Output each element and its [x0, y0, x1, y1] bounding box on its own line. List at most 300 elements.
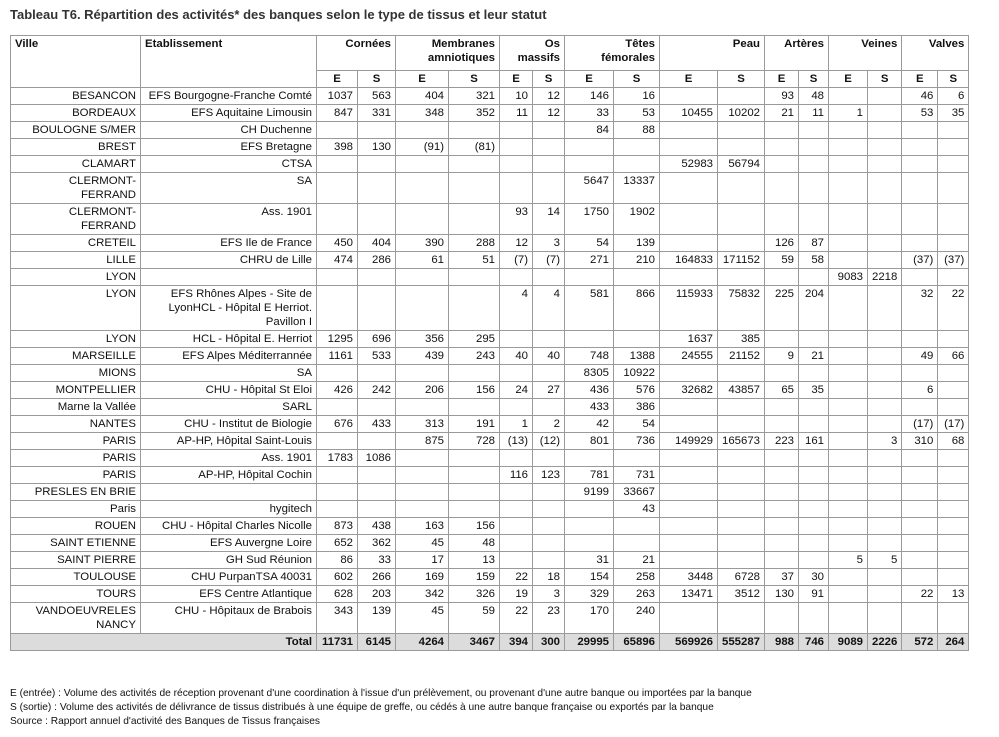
- total-row: [11, 634, 969, 651]
- cell-value: 21152: [718, 348, 765, 365]
- cell-ville: BESANCON: [11, 88, 141, 105]
- cell-value: 163: [396, 518, 449, 535]
- cell-etablissement: GH Sud Réunion: [141, 552, 317, 569]
- cell-value: 563: [358, 88, 396, 105]
- cell-value: 438: [358, 518, 396, 535]
- cell-value: [829, 450, 868, 467]
- cell-value: 93: [500, 204, 533, 235]
- cell-value: 33667: [614, 484, 660, 501]
- cell-value: [660, 139, 718, 156]
- cell-value: [902, 535, 938, 552]
- cell-value: 329: [565, 586, 614, 603]
- cell-value: [829, 518, 868, 535]
- cell-value: [829, 535, 868, 552]
- cell-value: [829, 348, 868, 365]
- cell-value: [938, 399, 969, 416]
- cell-value: [799, 484, 829, 501]
- cell-value: 154: [565, 569, 614, 586]
- cell-value: [565, 535, 614, 552]
- cell-value: 171152: [718, 252, 765, 269]
- cell-value: 22: [938, 286, 969, 331]
- total-label: Total: [11, 634, 317, 651]
- cell-ville: SAINT PIERRE: [11, 552, 141, 569]
- cell-value: 88: [614, 122, 660, 139]
- cell-value: 43: [614, 501, 660, 518]
- cell-value: [829, 139, 868, 156]
- col-header-line: Membranes: [431, 38, 495, 50]
- cell-value: 23: [533, 603, 565, 634]
- cell-value: [614, 331, 660, 348]
- cell-value: [396, 365, 449, 382]
- cell-value: 139: [358, 603, 396, 634]
- cell-value: [660, 173, 718, 204]
- cell-value: [533, 139, 565, 156]
- col-header-e: E: [565, 71, 614, 88]
- cell-value: [449, 204, 500, 235]
- cell-value: 203: [358, 586, 396, 603]
- col-header-line: Os: [544, 38, 560, 50]
- cell-ville: TOULOUSE: [11, 569, 141, 586]
- cell-value: [902, 269, 938, 286]
- cell-value: [449, 269, 500, 286]
- cell-value: (17): [938, 416, 969, 433]
- cell-value: 46: [902, 88, 938, 105]
- cell-value: [902, 399, 938, 416]
- cell-value: [799, 331, 829, 348]
- cell-value: 33: [358, 552, 396, 569]
- cell-value: 11: [500, 105, 533, 122]
- cell-value: 3: [533, 235, 565, 252]
- cell-value: [660, 467, 718, 484]
- cell-value: 736: [614, 433, 660, 450]
- cell-value: 204: [799, 286, 829, 331]
- col-header-e: E: [500, 71, 533, 88]
- cell-value: [500, 450, 533, 467]
- cell-value: 3448: [660, 569, 718, 586]
- cell-value: 240: [614, 603, 660, 634]
- cell-value: 362: [358, 535, 396, 552]
- cell-etablissement: EFS Alpes Méditerrannée: [141, 348, 317, 365]
- cell-value: [718, 484, 765, 501]
- cell-value: 4: [533, 286, 565, 331]
- cell-value: 223: [765, 433, 799, 450]
- cell-value: [829, 416, 868, 433]
- footnote-sortie: S (sortie) : Volume des activités de délivrance de tissus distribués à une équipe de greffe, ou cédés à une autre banque française ou exportés par la banque: [10, 702, 714, 713]
- cell-ville: PARIS: [11, 433, 141, 450]
- cell-value: [614, 518, 660, 535]
- cell-value: [799, 173, 829, 204]
- cell-value: [765, 484, 799, 501]
- cell-value: 4: [500, 286, 533, 331]
- cell-ville: SAINT ETIENNE: [11, 535, 141, 552]
- cell-value: [829, 586, 868, 603]
- cell-value: [938, 450, 969, 467]
- cell-value: [449, 365, 500, 382]
- cell-value: 581: [565, 286, 614, 331]
- cell-value: [533, 156, 565, 173]
- cell-value: [829, 467, 868, 484]
- cell-value: [938, 173, 969, 204]
- cell-value: [829, 286, 868, 331]
- cell-value: [938, 139, 969, 156]
- cell-ville: ROUEN: [11, 518, 141, 535]
- cell-value: [765, 269, 799, 286]
- cell-etablissement: SARL: [141, 399, 317, 416]
- total-cell: 4264: [396, 634, 449, 651]
- cell-value: 433: [358, 416, 396, 433]
- cell-value: [938, 331, 969, 348]
- cell-value: (17): [902, 416, 938, 433]
- cell-value: 875: [396, 433, 449, 450]
- cell-value: [500, 518, 533, 535]
- cell-value: 728: [449, 433, 500, 450]
- cell-value: [799, 450, 829, 467]
- col-header-e: E: [396, 71, 449, 88]
- cell-value: 343: [317, 603, 358, 634]
- col-header-os: [500, 36, 565, 71]
- cell-ville: BORDEAUX: [11, 105, 141, 122]
- cell-value: 9199: [565, 484, 614, 501]
- cell-value: 17: [396, 552, 449, 569]
- cell-value: [718, 399, 765, 416]
- cell-value: [718, 139, 765, 156]
- cell-value: 35: [938, 105, 969, 122]
- cell-value: [718, 603, 765, 634]
- cell-etablissement: EFS Auvergne Loire: [141, 535, 317, 552]
- cell-value: [829, 252, 868, 269]
- cell-ville: Marne la Vallée: [11, 399, 141, 416]
- total-cell: 9089: [829, 634, 868, 651]
- col-header-arteres: [765, 36, 829, 71]
- cell-value: [660, 204, 718, 235]
- cell-value: [799, 416, 829, 433]
- cell-value: 24: [500, 382, 533, 399]
- cell-etablissement: CH Duchenne: [141, 122, 317, 139]
- cell-value: [565, 331, 614, 348]
- col-header-s: S: [358, 71, 396, 88]
- cell-value: 385: [718, 331, 765, 348]
- cell-value: [868, 382, 902, 399]
- cell-value: 5: [829, 552, 868, 569]
- table-row: [11, 535, 969, 552]
- col-header-tetes: [565, 36, 660, 71]
- cell-value: 93: [765, 88, 799, 105]
- cell-value: [868, 156, 902, 173]
- table-row: [11, 552, 969, 569]
- cell-value: [765, 139, 799, 156]
- table-row: [11, 286, 969, 331]
- cell-etablissement: Ass. 1901: [141, 450, 317, 467]
- cell-value: [718, 535, 765, 552]
- cell-value: [829, 122, 868, 139]
- cell-value: 149929: [660, 433, 718, 450]
- cell-value: 3: [868, 433, 902, 450]
- col-header-e: E: [765, 71, 799, 88]
- cell-value: [799, 122, 829, 139]
- col-header-line: amniotiques: [427, 52, 495, 64]
- cell-value: 847: [317, 105, 358, 122]
- cell-ville: LYON: [11, 286, 141, 331]
- cell-value: [358, 501, 396, 518]
- cell-value: 115933: [660, 286, 718, 331]
- cell-value: [533, 122, 565, 139]
- cell-value: 53: [902, 105, 938, 122]
- cell-value: [938, 467, 969, 484]
- cell-ville: CLERMONT-FERRAND: [11, 173, 141, 204]
- table-row: [11, 235, 969, 252]
- cell-value: [500, 331, 533, 348]
- cell-value: 1: [500, 416, 533, 433]
- cell-etablissement: SA: [141, 365, 317, 382]
- cell-value: [317, 122, 358, 139]
- cell-ville: CLERMONT-FERRAND: [11, 204, 141, 235]
- cell-value: 9083: [829, 269, 868, 286]
- cell-value: [868, 139, 902, 156]
- table-title: Tableau T6. Répartition des activités* des banques selon le type de tissus et leur statut: [10, 7, 547, 22]
- cell-value: 37: [765, 569, 799, 586]
- col-header-s: S: [449, 71, 500, 88]
- cell-value: 266: [358, 569, 396, 586]
- cell-value: [902, 484, 938, 501]
- cell-value: [868, 501, 902, 518]
- cell-value: [799, 365, 829, 382]
- table-row: [11, 586, 969, 603]
- cell-value: [868, 235, 902, 252]
- cell-value: 474: [317, 252, 358, 269]
- col-header-line: Veines: [861, 38, 898, 50]
- table-row: [11, 173, 969, 204]
- cell-value: [765, 535, 799, 552]
- cell-value: 3: [533, 586, 565, 603]
- cell-value: 206: [396, 382, 449, 399]
- cell-value: 16: [614, 88, 660, 105]
- cell-value: 652: [317, 535, 358, 552]
- cell-value: 27: [533, 382, 565, 399]
- table-row: [11, 450, 969, 467]
- cell-value: [533, 484, 565, 501]
- cell-value: 6728: [718, 569, 765, 586]
- cell-value: [358, 269, 396, 286]
- cell-etablissement: AP-HP, Hôpital Cochin: [141, 467, 317, 484]
- cell-value: [500, 399, 533, 416]
- cell-value: 191: [449, 416, 500, 433]
- table-row: [11, 139, 969, 156]
- cell-value: [500, 173, 533, 204]
- cell-value: 33: [565, 105, 614, 122]
- cell-value: 1902: [614, 204, 660, 235]
- cell-etablissement: HCL - Hôpital E. Herriot: [141, 331, 317, 348]
- cell-value: 356: [396, 331, 449, 348]
- cell-value: 3512: [718, 586, 765, 603]
- cell-etablissement: EFS Bretagne: [141, 139, 317, 156]
- col-header-cornees: [317, 36, 396, 71]
- cell-ville: BOULOGNE S/MER: [11, 122, 141, 139]
- footnote-source: Source : Rapport annuel d'activité des Banques de Tissus françaises: [10, 716, 321, 727]
- cell-value: [396, 173, 449, 204]
- cell-etablissement: CHU - Hôpital Charles Nicolle: [141, 518, 317, 535]
- footnote-entree: E (entrée) : Volume des activités de réception provenant d'une coordination à l'issue d'un prélèvement, ou provenant d'une autre banque ou importées par la banque: [10, 688, 752, 699]
- cell-value: 748: [565, 348, 614, 365]
- cell-value: 390: [396, 235, 449, 252]
- cell-value: 21: [765, 105, 799, 122]
- cell-value: 8305: [565, 365, 614, 382]
- cell-value: 169: [396, 569, 449, 586]
- cell-value: [317, 269, 358, 286]
- cell-value: 426: [317, 382, 358, 399]
- table-row: [11, 569, 969, 586]
- cell-value: [799, 518, 829, 535]
- cell-value: [799, 501, 829, 518]
- cell-value: [533, 518, 565, 535]
- cell-value: [829, 501, 868, 518]
- cell-value: [449, 484, 500, 501]
- cell-value: [868, 348, 902, 365]
- cell-value: (12): [533, 433, 565, 450]
- cell-value: (13): [500, 433, 533, 450]
- cell-value: [829, 484, 868, 501]
- cell-value: [533, 450, 565, 467]
- table-row: [11, 122, 969, 139]
- cell-value: [317, 173, 358, 204]
- table-row: [11, 603, 969, 634]
- cell-value: 313: [396, 416, 449, 433]
- cell-value: 161: [799, 433, 829, 450]
- cell-ville: PARIS: [11, 450, 141, 467]
- cell-value: 45: [396, 603, 449, 634]
- header-row: [11, 36, 969, 71]
- cell-value: [902, 603, 938, 634]
- cell-value: [868, 467, 902, 484]
- cell-value: [799, 156, 829, 173]
- cell-value: [660, 501, 718, 518]
- cell-value: [765, 416, 799, 433]
- cell-value: 31: [565, 552, 614, 569]
- cell-value: [660, 450, 718, 467]
- cell-value: [317, 156, 358, 173]
- cell-value: 48: [799, 88, 829, 105]
- cell-value: [718, 501, 765, 518]
- cell-value: (7): [500, 252, 533, 269]
- cell-value: 35: [799, 382, 829, 399]
- cell-value: 43857: [718, 382, 765, 399]
- col-header-line: Cornées: [345, 38, 391, 50]
- col-header-line: Artères: [784, 38, 825, 50]
- cell-value: 48: [449, 535, 500, 552]
- cell-value: 12: [500, 235, 533, 252]
- cell-value: 731: [614, 467, 660, 484]
- cell-value: [533, 173, 565, 204]
- cell-value: 86: [317, 552, 358, 569]
- cell-value: 6: [938, 88, 969, 105]
- table-row: [11, 365, 969, 382]
- cell-value: 13: [938, 586, 969, 603]
- cell-value: 210: [614, 252, 660, 269]
- cell-value: [317, 433, 358, 450]
- cell-value: 398: [317, 139, 358, 156]
- cell-value: [358, 156, 396, 173]
- cell-value: [449, 122, 500, 139]
- cell-ville: BREST: [11, 139, 141, 156]
- cell-value: 263: [614, 586, 660, 603]
- cell-value: [765, 156, 799, 173]
- table-row: [11, 399, 969, 416]
- cell-value: 386: [614, 399, 660, 416]
- cell-value: [500, 365, 533, 382]
- cell-value: 1086: [358, 450, 396, 467]
- cell-value: [868, 286, 902, 331]
- cell-value: [660, 552, 718, 569]
- cell-value: [500, 269, 533, 286]
- cell-value: 436: [565, 382, 614, 399]
- cell-value: 32682: [660, 382, 718, 399]
- cell-ville: MONTPELLIER: [11, 382, 141, 399]
- cell-value: [396, 286, 449, 331]
- cell-value: [565, 156, 614, 173]
- cell-value: [396, 467, 449, 484]
- cell-value: 12: [533, 105, 565, 122]
- cell-value: [358, 365, 396, 382]
- cell-value: [718, 365, 765, 382]
- cell-value: 65: [765, 382, 799, 399]
- cell-value: [358, 484, 396, 501]
- cell-value: [829, 382, 868, 399]
- cell-value: [938, 569, 969, 586]
- cell-value: 146: [565, 88, 614, 105]
- cell-value: [533, 365, 565, 382]
- cell-value: 1161: [317, 348, 358, 365]
- cell-value: [829, 399, 868, 416]
- cell-value: [799, 535, 829, 552]
- cell-value: [660, 399, 718, 416]
- total-cell: 746: [799, 634, 829, 651]
- cell-value: 628: [317, 586, 358, 603]
- col-header-e: E: [829, 71, 868, 88]
- cell-value: [660, 235, 718, 252]
- cell-value: 2: [533, 416, 565, 433]
- cell-value: [317, 501, 358, 518]
- cell-value: [396, 450, 449, 467]
- table-row: [11, 416, 969, 433]
- cell-ville: PRESLES EN BRIE: [11, 484, 141, 501]
- table-row: [11, 331, 969, 348]
- cell-value: 866: [614, 286, 660, 331]
- cell-value: [868, 204, 902, 235]
- cell-value: [799, 269, 829, 286]
- cell-value: 156: [449, 518, 500, 535]
- cell-value: [902, 450, 938, 467]
- cell-value: [500, 139, 533, 156]
- cell-value: 271: [565, 252, 614, 269]
- cell-value: [317, 204, 358, 235]
- cell-value: [868, 416, 902, 433]
- cell-value: [902, 204, 938, 235]
- cell-value: [660, 518, 718, 535]
- cell-value: 13: [449, 552, 500, 569]
- cell-value: [396, 122, 449, 139]
- cell-ville: TOURS: [11, 586, 141, 603]
- table-row: [11, 204, 969, 235]
- table-row: [11, 467, 969, 484]
- col-header-line: massifs: [517, 52, 560, 64]
- cell-value: [396, 501, 449, 518]
- cell-value: [765, 518, 799, 535]
- cell-value: 30: [799, 569, 829, 586]
- col-header-line: Têtes: [625, 38, 655, 50]
- cell-value: [614, 156, 660, 173]
- cell-value: [449, 467, 500, 484]
- cell-value: 602: [317, 569, 358, 586]
- cell-value: 258: [614, 569, 660, 586]
